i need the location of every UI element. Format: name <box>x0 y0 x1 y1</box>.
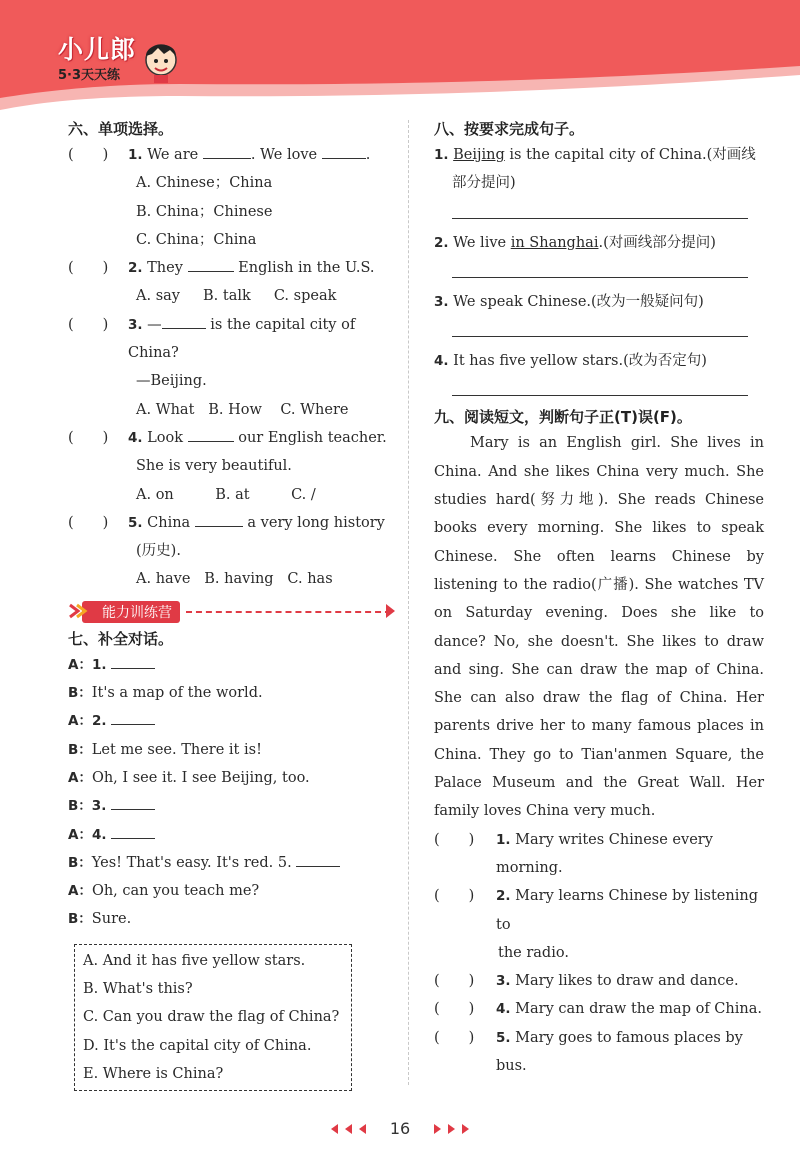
q-num: 5. <box>496 1029 511 1046</box>
q-text: Mary writes Chinese every morning. <box>496 831 713 876</box>
dialog-line-6 <box>68 792 398 820</box>
section6-title: 六、单项选择。 <box>68 120 174 138</box>
answer-line[interactable] <box>452 383 748 396</box>
banner-label: 能力训练营 <box>82 601 180 623</box>
q-text: Mary goes to famous places by bus. <box>496 1029 743 1075</box>
fill-blank[interactable] <box>296 852 340 867</box>
q-text: (历史). <box>136 543 181 560</box>
item-num: 1. <box>434 147 449 163</box>
mascot-boy-icon <box>140 36 182 84</box>
answer-paren[interactable]: ( ) <box>434 1001 475 1018</box>
fill-blank[interactable] <box>188 427 234 442</box>
triangle-left-icon <box>331 1124 338 1134</box>
question-2 <box>68 254 398 282</box>
fill-blank[interactable] <box>111 795 155 810</box>
item-num: 3. <box>434 293 449 310</box>
dialog-option: E. Where is China? <box>83 1065 224 1082</box>
underlined-text: in Shanghai <box>510 234 599 251</box>
judge-1 <box>434 826 764 883</box>
q-num: 4. <box>128 429 143 446</box>
page-footer <box>0 1118 800 1138</box>
dialog-line-5 <box>68 764 398 792</box>
option[interactable]: A. What <box>136 401 195 418</box>
q-text: They <box>147 260 183 277</box>
options-row <box>68 481 398 509</box>
item-text: We live <box>453 234 511 251</box>
section7-title: 七、补全对话。 <box>68 629 174 648</box>
speaker: B： <box>68 911 92 928</box>
option[interactable]: B. having <box>204 571 274 588</box>
q-text: —Beijing. <box>136 373 207 390</box>
brand-title: 小儿郎 <box>58 35 137 64</box>
q-text: Mary likes to draw and dance. <box>515 973 739 990</box>
dialog-text: It's a map of the world. <box>91 685 263 702</box>
fill-blank[interactable] <box>111 710 155 725</box>
question-3 <box>68 311 398 368</box>
item-text: is the capital city of China.(对画线 <box>504 147 756 163</box>
q-num: 2. <box>496 888 511 905</box>
judge-3 <box>434 967 764 995</box>
option[interactable]: C. speak <box>273 288 337 305</box>
item-text: 部分提问) <box>452 175 516 192</box>
option[interactable]: B. How <box>208 401 262 418</box>
rewrite-item-4 <box>434 347 764 375</box>
q-text: We are <box>147 147 199 163</box>
underlined-text: Beijing <box>453 147 505 163</box>
dialog-text: 4. <box>91 826 107 843</box>
option[interactable]: B. talk <box>203 288 251 305</box>
option[interactable]: B. China；Chinese <box>136 203 273 220</box>
item-text: We speak Chinese.(改为一般疑问句) <box>453 293 704 310</box>
dialog-text: Let me see. There it is! <box>91 741 262 758</box>
q-text: our English teacher. <box>238 429 387 446</box>
triangle-right-icon <box>448 1124 455 1134</box>
section8-title: 八、按要求完成句子。 <box>434 120 585 138</box>
fill-blank[interactable] <box>162 314 206 329</box>
dialog-option: D. It's the capital city of China. <box>83 1037 312 1054</box>
options-row <box>68 565 398 593</box>
q-num: 2. <box>128 260 143 277</box>
dialog-options-box <box>74 944 352 1091</box>
dialog-option: B. What's this? <box>83 981 193 998</box>
rewrite-item-2 <box>434 229 764 257</box>
speaker: B： <box>68 741 92 758</box>
question-1 <box>68 141 398 169</box>
banner-dash-line <box>186 611 391 613</box>
options-row <box>68 396 398 424</box>
dialog-text: Oh, I see it. I see Beijing, too. <box>91 769 310 786</box>
option[interactable]: A. on <box>136 486 174 503</box>
page-header <box>0 0 800 110</box>
dialog-line-9 <box>68 877 398 905</box>
answer-paren[interactable]: ( ) <box>434 831 475 848</box>
dialog-text: 2. <box>91 713 107 730</box>
double-arrow-icon <box>68 602 90 620</box>
dialog-text: 1. <box>91 656 107 673</box>
question-4 <box>68 424 398 452</box>
answer-line[interactable] <box>452 324 748 337</box>
option[interactable]: A. Chinese；China <box>136 175 273 192</box>
dialog-line-2 <box>68 679 398 707</box>
answer-paren[interactable]: ( ) <box>68 260 109 277</box>
fill-blank[interactable] <box>195 512 243 527</box>
fill-blank[interactable] <box>188 257 234 272</box>
item-text: .(对画线部分提问) <box>598 234 716 251</box>
brand-logo <box>58 30 136 83</box>
dialog-line-8 <box>68 849 398 877</box>
speaker: A： <box>68 826 92 843</box>
rewrite-item-3 <box>434 288 764 316</box>
speaker: B： <box>68 798 92 815</box>
speaker: A： <box>68 656 92 673</box>
q-text: . We love <box>250 147 318 163</box>
answer-paren[interactable]: ( ) <box>434 973 475 990</box>
item-text: It has five yellow stars.(改为否定句) <box>453 353 707 370</box>
section9-title: 九、阅读短文，判断句子正(T)误(F)。 <box>434 408 692 427</box>
q-text: — <box>147 316 162 333</box>
fill-blank[interactable] <box>322 144 366 159</box>
brand-subtitle: 5·3天天练 <box>58 68 121 83</box>
answer-line[interactable] <box>452 206 748 219</box>
option[interactable]: C. has <box>287 571 333 588</box>
triangle-left-icon <box>359 1124 366 1134</box>
rewrite-item-1 <box>434 141 764 169</box>
dialog-line-3 <box>68 707 398 735</box>
options-row <box>68 282 398 310</box>
q-text: Look <box>147 429 184 446</box>
dialog-line-4 <box>68 736 398 764</box>
speaker: A： <box>68 713 92 730</box>
q-text: Mary learns Chinese by listening to <box>496 888 758 933</box>
page-number: 16 <box>389 1119 411 1138</box>
q-num: 5. <box>128 514 143 531</box>
answer-paren[interactable]: ( ) <box>68 316 109 333</box>
answer-paren[interactable]: ( ) <box>68 514 109 531</box>
answer-paren[interactable]: ( ) <box>434 1029 475 1046</box>
q-text: She is very beautiful. <box>136 458 292 475</box>
fill-blank[interactable] <box>111 824 155 839</box>
question-5 <box>68 509 398 537</box>
triangle-left-icon <box>345 1124 352 1134</box>
option[interactable]: C. Where <box>280 401 349 418</box>
ability-banner <box>68 598 398 624</box>
triangle-right-icon <box>462 1124 469 1134</box>
judge-4 <box>434 995 764 1023</box>
dialog-text: Sure. <box>91 911 132 928</box>
q-text: Mary can draw the map of China. <box>515 1001 762 1018</box>
judge-2 <box>434 882 764 939</box>
arrow-right-icon <box>386 604 395 618</box>
speaker: B： <box>68 685 92 702</box>
speaker: A： <box>68 883 92 900</box>
dialog-line-10 <box>68 905 398 933</box>
q-text: is the capital city of China? <box>128 316 356 362</box>
dialog-text: Yes! That's easy. It's red. 5. <box>91 854 292 871</box>
q-num: 4. <box>496 1001 511 1018</box>
q-text: English in the U.S. <box>238 260 375 277</box>
option[interactable]: C. / <box>291 486 316 503</box>
q-text: China <box>147 514 191 531</box>
answer-line[interactable] <box>452 265 748 278</box>
reading-passage: Mary is an English girl. She lives in China. And she likes China very much. She studies hard(努力地). She reads Chinese books every morning. She likes to speak Chinese. She often learns Chinese by listening to the radio(广播). She watches TV on Saturday evening. Does she like to dance? No, she doesn't. She likes to draw and sing. She can draw the map of China. She can also draw the flag of China. Her parents drive her to many famous places in China. They go to Tian'anmen Square, the Palace Museum and the Great Wall. Her family loves China very much. <box>434 435 764 820</box>
q-num: 1. <box>496 831 511 848</box>
option[interactable]: B. at <box>215 486 250 503</box>
dialog-text: Oh, can you teach me? <box>91 883 260 900</box>
item-num: 2. <box>434 234 449 251</box>
triangle-right-icon <box>434 1124 441 1134</box>
fill-blank[interactable] <box>111 654 155 669</box>
q-num: 3. <box>128 316 143 333</box>
q-num: 1. <box>128 147 143 163</box>
q-num: 3. <box>496 973 511 990</box>
option[interactable]: C. China；China <box>136 231 257 248</box>
answer-paren[interactable]: ( ) <box>68 429 109 446</box>
judge-5 <box>434 1024 764 1081</box>
dialog-line-1 <box>68 651 398 679</box>
column-divider <box>408 120 409 1085</box>
speaker: A： <box>68 769 92 786</box>
answer-paren[interactable]: ( ) <box>68 147 109 163</box>
right-column <box>434 110 764 1080</box>
left-column <box>68 110 398 1091</box>
dialog-text: 3. <box>91 798 107 815</box>
q-text: a very long history <box>247 514 385 531</box>
q-text: . <box>365 147 371 163</box>
option[interactable]: A. have <box>136 571 191 588</box>
dialog-option: A. And it has five yellow stars. <box>83 952 306 969</box>
option[interactable]: A. say <box>136 288 180 305</box>
fill-blank[interactable] <box>203 144 251 159</box>
item-num: 4. <box>434 353 449 370</box>
dialog-line-7 <box>68 821 398 849</box>
speaker: B： <box>68 854 92 871</box>
dialog-option: C. Can you draw the flag of China? <box>83 1009 340 1026</box>
answer-paren[interactable]: ( ) <box>434 888 475 905</box>
q-text: the radio. <box>498 944 569 961</box>
